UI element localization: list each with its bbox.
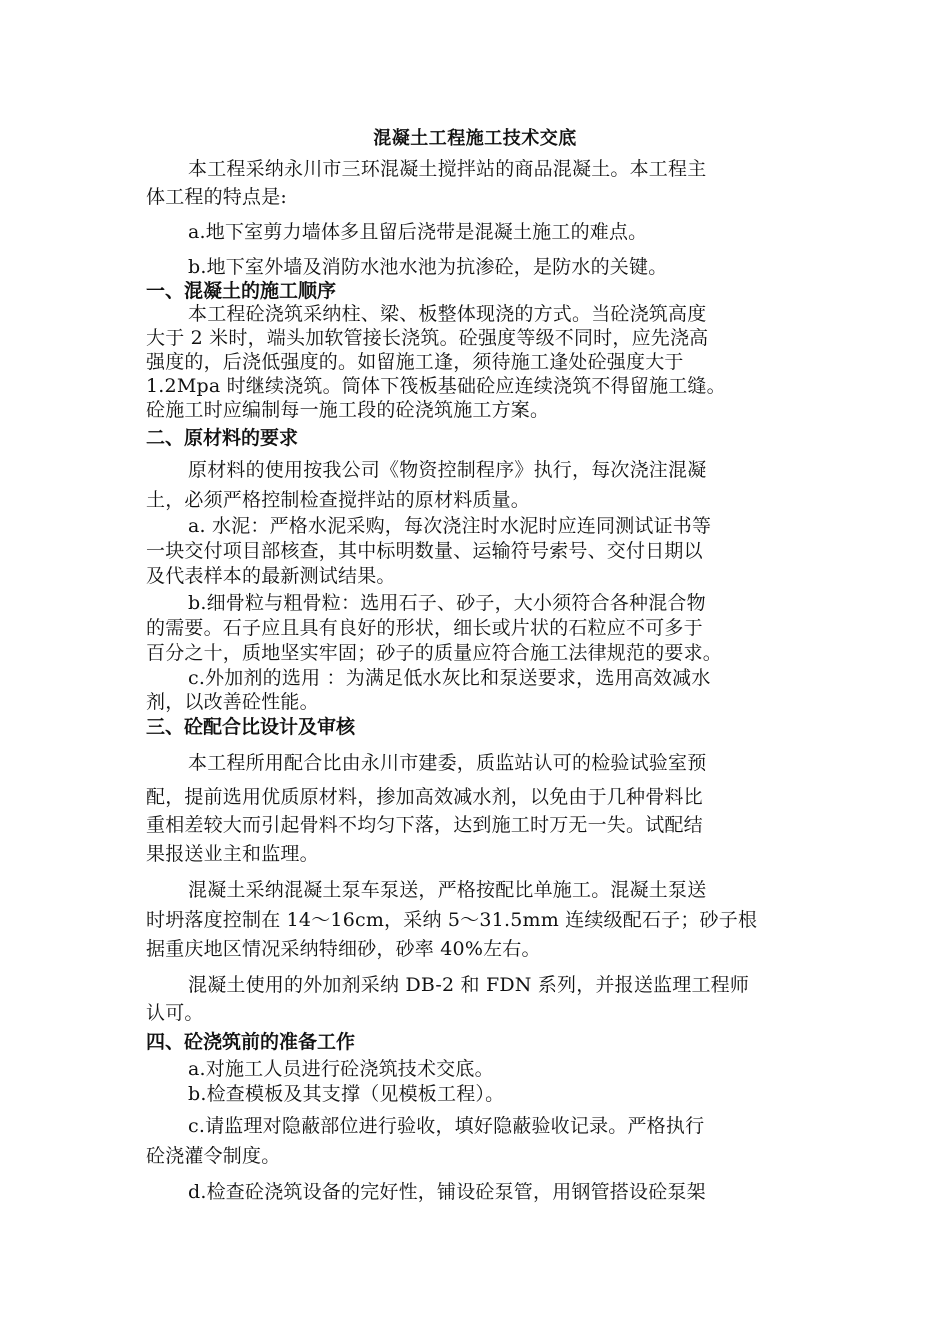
section3-line: 本工程所用配合比由永川市建委，质监站认可的检验试验室预 <box>188 752 707 774</box>
intro-paragraph-line: 本工程采纳永川市三环混凝土搅拌站的商品混凝土。本工程主 <box>188 158 707 180</box>
section4-line: a.对施工人员进行砼浇筑技术交底。 <box>188 1058 494 1080</box>
section1-line: 1.2Mpa 时继续浇筑。筒体下筏板基础砼应连续浇筑不得留施工缝。 <box>146 375 726 397</box>
section1-line: 强度的，后浇低强度的。如留施工逢，须待施工逢处砼强度大于 <box>146 351 684 373</box>
section2-line: 土，必须严格控制检查搅拌站的原材料质量。 <box>146 489 531 511</box>
section3-line: 认可。 <box>146 1002 204 1024</box>
section2-line: 及代表样本的最新测试结果。 <box>146 565 396 587</box>
section3-line: 配，提前选用优质原材料，掺加高效减水剂，以免由于几种骨料比 <box>146 786 703 808</box>
section2-line: 的需要。石子应且具有良好的形状，细长或片状的石粒应不可多于 <box>146 617 703 639</box>
section2-line: a. 水泥：严格水泥采购，每次浇注时水泥时应连同测试证书等 <box>188 515 712 537</box>
section1-line: 本工程砼浇筑采纳柱、梁、板整体现浇的方式。当砼浇筑高度 <box>188 303 707 325</box>
section1-line: 大于 2 米时，端头加软管接长浇筑。砼强度等级不同时，应先浇高 <box>146 327 709 349</box>
section-heading-4: 四、砼浇筑前的准备工作 <box>146 1031 356 1053</box>
section3-line: 重相差较大而引起骨料不均匀下落，达到施工时万无一失。试配结 <box>146 814 703 836</box>
section3-line: 混凝土使用的外加剂采纳 DB-2 和 FDN 系列，并报送监理工程师 <box>188 974 750 996</box>
section4-line: 砼浇灌令制度。 <box>146 1145 281 1167</box>
section4-line: d.检查砼浇筑设备的完好性，铺设砼泵管，用钢管搭设砼泵架 <box>188 1181 706 1203</box>
document-title: 混凝土工程施工技术交底 <box>373 128 577 149</box>
intro-item-a: a.地下室剪力墙体多且留后浇带是混凝土施工的难点。 <box>188 221 648 243</box>
section2-line: 百分之十，质地坚实牢固；砂子的质量应符合施工法律规范的要求。 <box>146 642 723 664</box>
section-heading-3: 三、砼配合比设计及审核 <box>146 716 356 738</box>
section4-line: b.检查模板及其支撑（见模板工程）。 <box>188 1083 505 1105</box>
section-heading-2: 二、原材料的要求 <box>146 427 299 449</box>
section3-line: 据重庆地区情况采纳特细砂，砂率 40%左右。 <box>146 938 541 960</box>
intro-item-b: b.地下室外墙及消防水池水池为抗渗砼，是防水的关键。 <box>188 256 668 278</box>
section3-line: 果报送业主和监理。 <box>146 843 319 865</box>
section2-line: b.细骨粒与粗骨粒：选用石子、砂子，大小须符合各种混合物 <box>188 592 706 614</box>
section3-line: 混凝土采纳混凝土泵车泵送，严格按配比单施工。混凝土泵送 <box>188 879 707 901</box>
section2-line: 一块交付项目部核查，其中标明数量、运输符号索号、交付日期以 <box>146 540 703 562</box>
intro-paragraph-line: 体工程的特点是: <box>146 186 288 208</box>
section4-line: c.请监理对隐蔽部位进行验收，填好隐蔽验收记录。严格执行 <box>188 1115 705 1137</box>
section2-line: c.外加剂的选用 ：为满足低水灰比和泵送要求，选用高效减水 <box>188 667 711 689</box>
section1-line: 砼施工时应编制每一施工段的砼浇筑施工方案。 <box>146 399 550 421</box>
section-heading-1: 一、混凝土的施工顺序 <box>146 280 337 302</box>
section2-line: 剂，以改善砼性能。 <box>146 691 319 713</box>
section2-line: 原材料的使用按我公司《物资控制程序》执行，每次浇注混凝 <box>188 459 707 481</box>
section3-line: 时坍落度控制在 14～16cm，采纳 5～31.5mm 连续级配石子；砂子根 <box>146 909 758 931</box>
